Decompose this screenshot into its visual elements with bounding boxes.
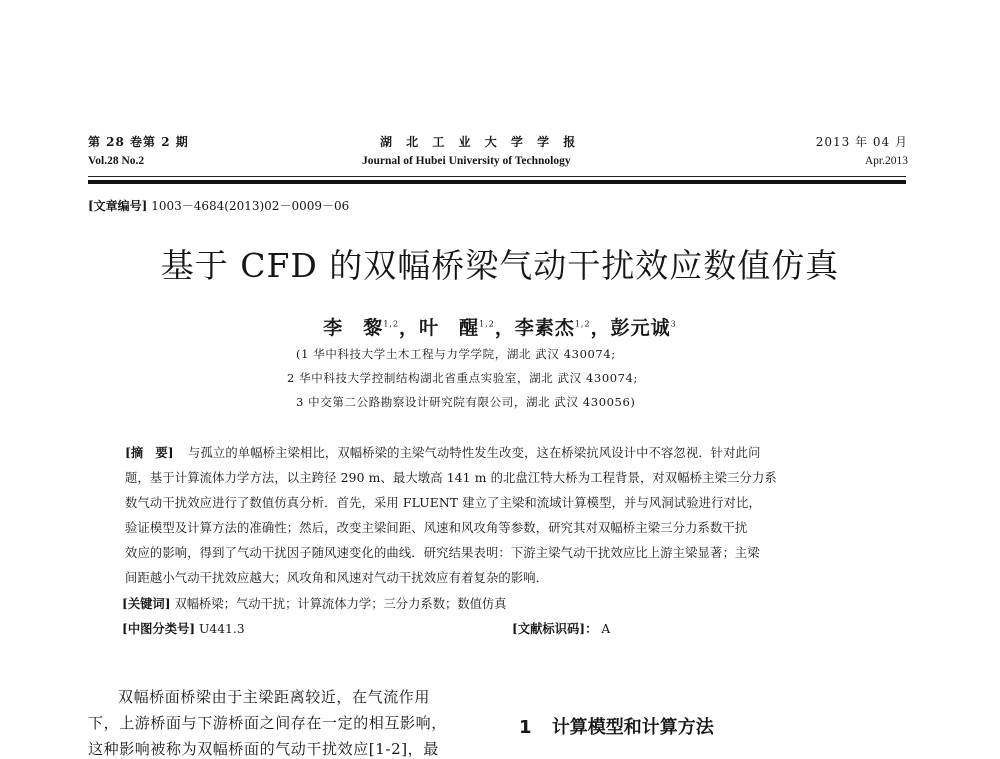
author-name: 李素杰: [514, 317, 575, 339]
volume-issue-en: Vol.28 No.2: [88, 155, 145, 167]
article-id-value: 1003－4684(2013)02－0009－06: [151, 199, 350, 213]
abstract-line: 验证模型及计算方法的准确性；然后，改变主梁间距、风速和风攻角等参数，研究其对双幅桥主梁三分力系数干扰: [125, 521, 748, 535]
body-paragraph-line: 这种影响被称为双幅桥面的气动干扰效应[1-2]，最: [88, 740, 439, 758]
keywords: [122, 594, 506, 612]
body-paragraph-line: 下，上游桥面与下游桥面之间存在一定的相互影响，: [88, 714, 447, 732]
author-affiliation-mark: 1,2: [479, 319, 495, 329]
author-separator: ，: [494, 317, 515, 339]
abstract-line: 题，基于计算流体力学方法，以主跨径 290 m、最大墩高 141 m 的北盘江特大桥为工程背景，对双幅桥主梁三分力系: [125, 471, 777, 485]
section-number: 1: [519, 717, 532, 738]
issue-date-cn: 2013 年 04 月: [815, 135, 908, 149]
clc-number: [122, 619, 245, 637]
abstract-label: [摘 要]: [125, 445, 174, 460]
keywords-value: 双幅桥梁；气动干扰；计算流体力学；三分力系数；数值仿真: [174, 597, 507, 611]
document-code: [512, 619, 610, 637]
author-name: 叶 醒: [419, 317, 480, 339]
issue-date-en: Apr.2013: [864, 155, 908, 167]
doc-code-value: A: [601, 622, 611, 636]
section-title: 计算模型和计算方法: [551, 717, 714, 738]
abstract-line: 间距越小气动干扰效应越大；风攻角和风速对气动干扰效应有着复杂的影响．: [125, 571, 549, 585]
journal-name-en: Journal of Hubei University of Technology: [362, 155, 571, 167]
section-heading: [519, 713, 714, 739]
article-id-label: [文章编号]: [88, 199, 148, 213]
author-affiliation-mark: 1,2: [383, 319, 400, 329]
author-separator: ，: [399, 317, 420, 339]
clc-label: [中图分类号]: [122, 621, 196, 636]
author-list: [0, 313, 1000, 340]
header-rule-thick: [88, 180, 906, 184]
article-id: [88, 197, 349, 214]
author-affiliation-mark: 1,2: [574, 319, 591, 329]
abstract-line: 效应的影响，得到了气动干扰因子随风速变化的曲线．研究结果表明：下游主梁气动干扰效应比上游主梁显著；主梁: [125, 546, 760, 560]
body-paragraph-line: 双幅桥面桥梁由于主梁距离较近，在气流作用: [118, 688, 431, 706]
journal-name-cn: 湖 北 工 业 大 学 学 报: [380, 135, 581, 149]
affiliation-2: 2 华中科技大学控制结构湖北省重点实验室，湖北 武汉 430074;: [287, 371, 638, 385]
header-rule-thin: [88, 176, 906, 177]
affiliation-3: 3 中交第二公路勘察设计研究院有限公司，湖北 武汉 430056): [296, 395, 636, 409]
doc-code-label: [文献标识码]：: [512, 621, 598, 636]
keywords-label: [关键词]: [122, 596, 171, 611]
affiliation-1: (1 华中科技大学土木工程与力学学院，湖北 武汉 430074;: [296, 347, 616, 361]
volume-issue-cn: 第 28 卷第 2 期: [88, 135, 189, 149]
clc-value: U441.3: [199, 622, 245, 636]
paper-title: 基于 CFD 的双幅桥梁气动干扰效应数值仿真: [160, 246, 840, 285]
author-name: 李 黎: [323, 317, 384, 339]
author-separator: ，: [590, 317, 611, 339]
abstract-line: 数气动干扰效应进行了数值仿真分析．首先，采用 FLUENT 建立了主梁和流域计算模型，并与风洞试验进行对比，: [125, 496, 761, 510]
author-name: 彭元诚: [610, 317, 671, 339]
abstract-line: 与孤立的单幅桥主梁相比，双幅桥梁的主梁气动特性发生改变，这在桥梁抗风设计中不容忽视．针对此问: [188, 446, 761, 460]
author-affiliation-mark: 3: [670, 319, 677, 329]
